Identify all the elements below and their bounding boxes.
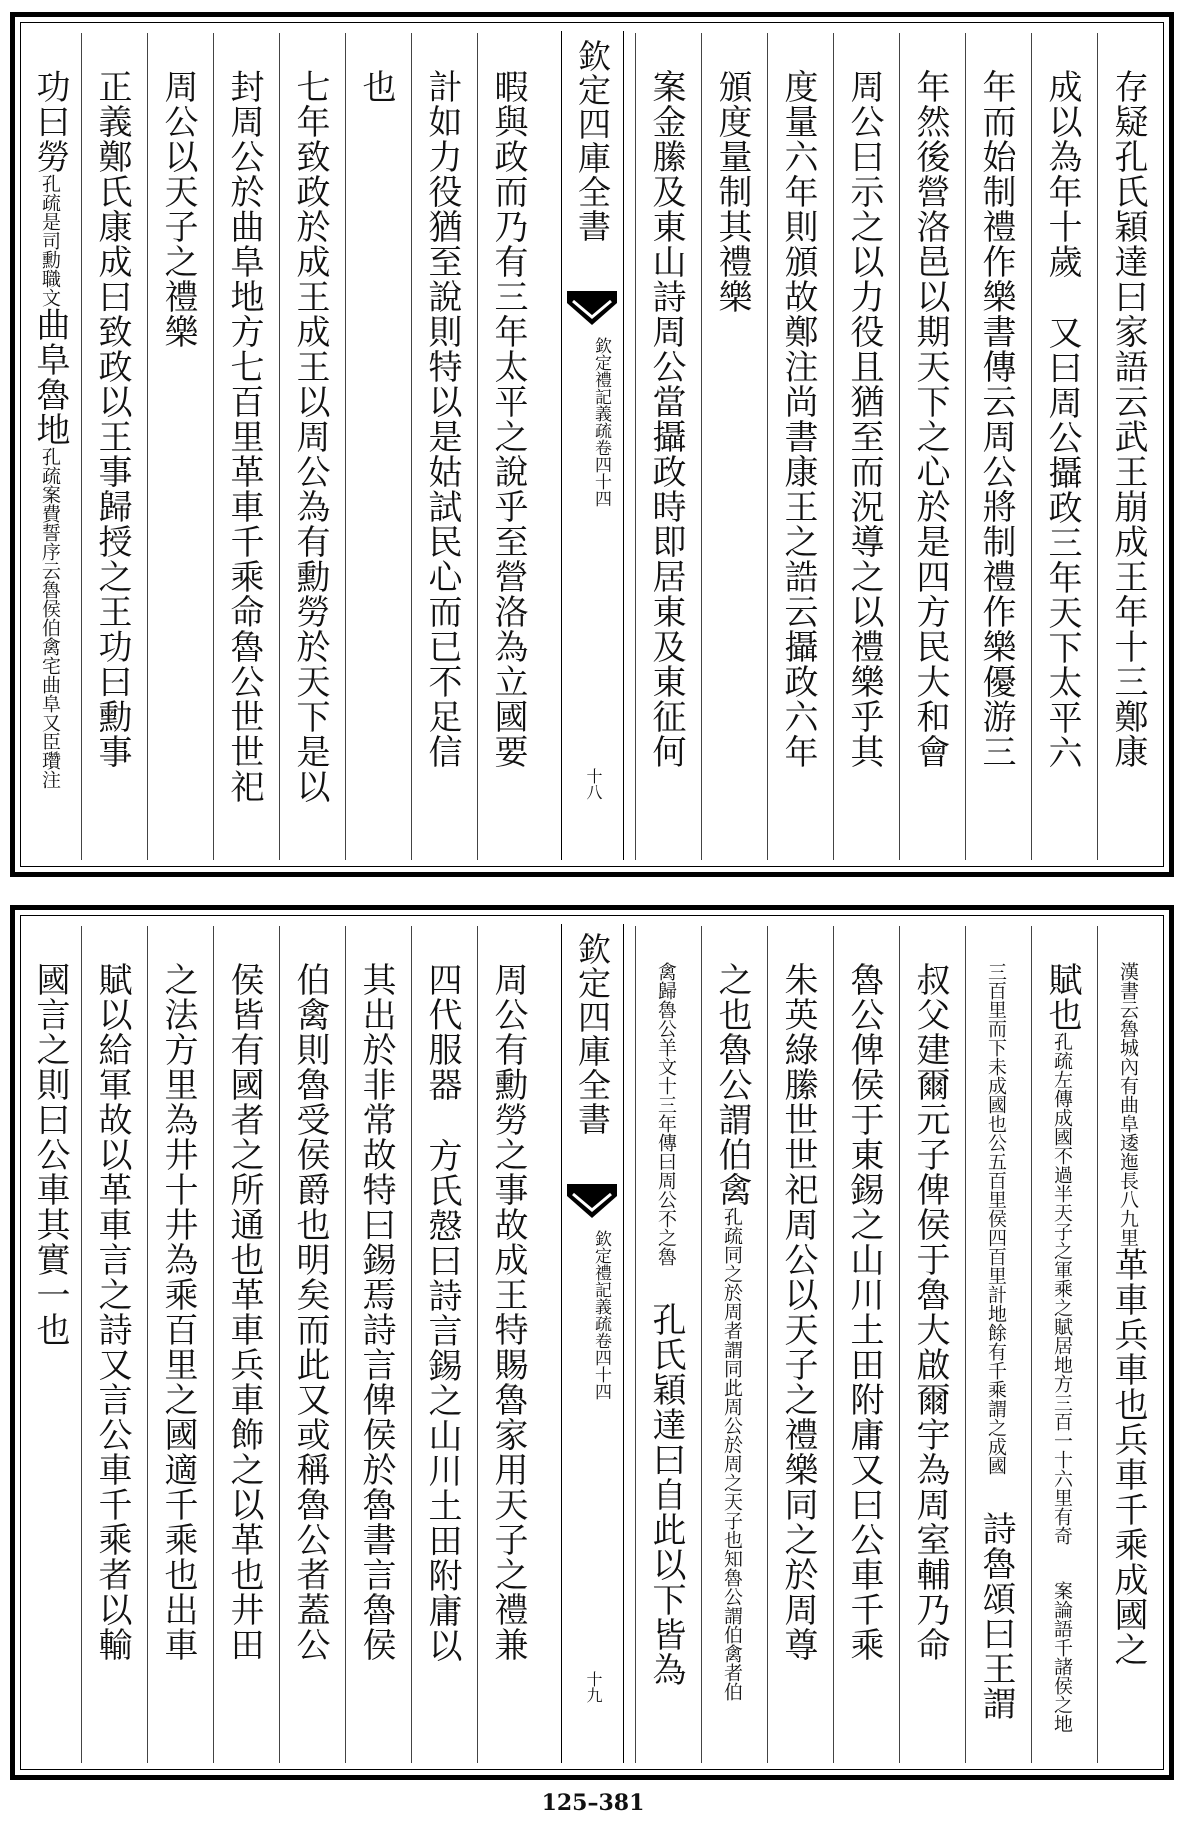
main-text: 伯禽則魯受侯爵也明矣而此又或稱魯公者蓋公 xyxy=(290,962,330,1662)
main-text: 功曰勞 xyxy=(30,69,70,174)
main-text: 暇與政而乃有三年太平之說乎至營洛為立國要 xyxy=(488,69,528,769)
main-text: 計如力役猶至說則特以是姑試民心而已不足信 xyxy=(422,69,462,769)
upper-text-column xyxy=(1103,69,1153,858)
main-text: 賦也 xyxy=(1042,962,1082,1032)
upper-text-column xyxy=(839,69,889,858)
commentary-note: 孔疏同之於周者謂同此周公於周之天子也知魯公謂伯禽者伯 xyxy=(721,1207,743,1701)
lower-text-column xyxy=(153,962,203,1761)
column-rule xyxy=(81,926,82,1763)
main-text: 其出於非常故特曰錫焉詩言俾侯於魯書言魯侯 xyxy=(356,962,396,1662)
upper-text-column xyxy=(1037,69,1087,858)
upper-text-column xyxy=(25,69,75,858)
commentary-note: 孔疏案費誓序云魯侯伯禽宅曲阜又臣瓚注 xyxy=(39,447,61,789)
lower-text-column xyxy=(971,962,1021,1761)
column-rule xyxy=(477,33,478,860)
column-rule xyxy=(965,33,966,860)
column-rule xyxy=(411,33,412,860)
collection-title: 欽定四庫全書 xyxy=(573,932,612,1136)
column-rule xyxy=(833,926,834,1763)
column-rule xyxy=(213,33,214,860)
page-number: 125–381 xyxy=(541,1790,645,1816)
upper-text-column xyxy=(773,69,823,858)
main-text: 賦以給軍故以革車言之詩又言公車千乘者以輸 xyxy=(92,962,132,1662)
lower-center-banner xyxy=(561,924,623,1763)
upper-center-banner xyxy=(561,31,623,860)
commentary-note: 孔疏是司勳職文 xyxy=(39,174,61,307)
main-text: 魯公俾侯于東錫之山川土田附庸又曰公車千乘 xyxy=(844,962,884,1662)
main-text: 成以為年十歲 xyxy=(1042,69,1082,279)
commentary-note: 案論語千諸侯之地 xyxy=(1051,1581,1073,1733)
main-text: 國言之則曰公車其實一也 xyxy=(30,962,70,1347)
lower-text-column xyxy=(417,962,467,1761)
column-rule xyxy=(833,33,834,860)
main-text: 周公曰示之以力役且猶至而況導之以禮樂乎其 xyxy=(844,69,884,769)
fish-tail-mark-icon xyxy=(567,291,617,325)
column-rule xyxy=(279,926,280,1763)
upper-text-column xyxy=(905,69,955,858)
column-rule xyxy=(81,33,82,860)
lower-text-column xyxy=(25,962,75,1761)
book-title-line: 欽定禮記義疏 xyxy=(591,337,611,439)
lower-text-column xyxy=(219,962,269,1761)
lower-text-column xyxy=(1037,962,1087,1761)
main-text: 革車兵車也兵車千乘成國之 xyxy=(1108,1247,1148,1667)
column-rule xyxy=(1097,33,1098,860)
fish-tail-mark-icon xyxy=(567,1184,617,1218)
upper-text-column xyxy=(351,69,401,858)
collection-title: 欽定四庫全書 xyxy=(573,39,612,243)
main-text: 周公有勳勞之事故成王特賜魯家用天子之禮兼 xyxy=(488,962,528,1662)
column-rule xyxy=(213,926,214,1763)
lower-text-column xyxy=(707,962,757,1761)
lower-text-column xyxy=(285,962,335,1761)
lower-text-column xyxy=(87,962,137,1761)
main-text: 存疑孔氏穎達曰家語云武王崩成王年十三鄭康 xyxy=(1108,69,1148,769)
commentary-note: 禽歸魯公羊文十三年傳曰周公不之魯 xyxy=(655,962,677,1266)
main-text: 又曰周公攝政三年天下太平六 xyxy=(1042,315,1082,770)
main-text: 封周公於曲阜地方七百里革車千乘命魯公世世祀 xyxy=(224,69,264,804)
column-rule xyxy=(279,33,280,860)
main-text: 年而始制禮作樂書傳云周公將制禮作樂優游三 xyxy=(976,69,1016,769)
commentary-note: 漢書云魯城內有曲阜逶迤長八九里 xyxy=(1117,962,1139,1247)
column-rule xyxy=(635,926,636,1763)
folio-number: 十八 xyxy=(584,768,603,800)
main-text: 七年致政於成王成王以周公為有勳勞於天下是以 xyxy=(290,69,330,804)
column-rule xyxy=(899,33,900,860)
lower-page xyxy=(10,905,1174,1780)
book-title-line: 欽定禮記義疏 xyxy=(591,1230,611,1332)
lower-text-column xyxy=(1103,962,1153,1761)
lower-text-column xyxy=(839,962,889,1761)
column-rule xyxy=(767,926,768,1763)
main-text: 之也魯公謂伯禽 xyxy=(712,962,752,1207)
column-rule xyxy=(1097,926,1098,1763)
book-title xyxy=(575,1230,609,1400)
commentary-note: 三百里而下未成國也公五百里侯四百里計地餘有千乘謂之成國 xyxy=(985,962,1007,1475)
main-text: 度量六年則頒故鄭注尚書康王之誥云攝政六年 xyxy=(778,69,818,769)
column-rule xyxy=(147,33,148,860)
upper-page xyxy=(10,12,1174,877)
upper-text-column xyxy=(285,69,335,858)
commentary-note: 孔疏左傳成國不過半天子之軍乘之賦居地方三百一十六里有奇 xyxy=(1051,1032,1073,1545)
main-text: 詩魯頌曰王謂 xyxy=(976,1511,1016,1721)
column-rule xyxy=(701,33,702,860)
main-text: 之法方里為井十井為乘百里之國適千乘也出車 xyxy=(158,962,198,1662)
column-rule xyxy=(1031,33,1032,860)
column-rule xyxy=(899,926,900,1763)
column-rule xyxy=(147,926,148,1763)
lower-text-column xyxy=(773,962,823,1761)
main-text: 孔氏穎達曰自此以下皆為 xyxy=(646,1302,686,1687)
column-rule xyxy=(965,926,966,1763)
column-rule xyxy=(635,33,636,860)
lower-text-column xyxy=(351,962,401,1761)
main-text: 周公以天子之禮樂 xyxy=(158,69,198,349)
book-title xyxy=(575,337,609,507)
main-text: 叔父建爾元子俾侯于魯大啟爾宇為周室輔乃命 xyxy=(910,962,950,1662)
main-text: 方氏慤曰詩言錫之山川土田附庸以 xyxy=(422,1138,462,1663)
main-text: 也 xyxy=(356,69,396,104)
upper-text-column xyxy=(219,69,269,858)
main-text: 曲阜魯地 xyxy=(30,307,70,447)
main-text: 侯皆有國者之所通也革車兵車飾之以革也井田 xyxy=(224,962,264,1662)
main-text: 四代服器 xyxy=(422,962,462,1102)
upper-text-column xyxy=(87,69,137,858)
lower-text-column xyxy=(641,962,691,1761)
upper-page-frame xyxy=(20,22,1164,867)
main-text: 朱英綠縢世世祀周公以天子之禮樂同之於周尊 xyxy=(778,962,818,1662)
column-rule xyxy=(411,926,412,1763)
folio-number: 十九 xyxy=(584,1671,603,1703)
upper-text-column xyxy=(417,69,467,858)
upper-text-column xyxy=(971,69,1021,858)
main-text: 正義鄭氏康成曰致政以王事歸授之王功曰勳事 xyxy=(92,69,132,769)
column-rule xyxy=(345,33,346,860)
lower-text-column xyxy=(905,962,955,1761)
column-rule xyxy=(1031,926,1032,1763)
lower-page-frame xyxy=(20,915,1164,1770)
main-text: 案金縢及東山詩周公當攝政時即居東及東征何 xyxy=(646,69,686,769)
column-rule xyxy=(701,926,702,1763)
upper-text-column xyxy=(153,69,203,858)
upper-text-column xyxy=(707,69,757,858)
column-rule xyxy=(767,33,768,860)
upper-text-column xyxy=(641,69,691,858)
book-title-line: 卷四十四 xyxy=(591,439,611,507)
main-text: 頒度量制其禮樂 xyxy=(712,69,752,314)
upper-text-column xyxy=(483,69,533,858)
column-rule xyxy=(477,926,478,1763)
lower-text-column xyxy=(483,962,533,1761)
column-rule xyxy=(345,926,346,1763)
book-title-line: 卷四十四 xyxy=(591,1332,611,1400)
main-text: 年然後營洛邑以期天下之心於是四方民大和會 xyxy=(910,69,950,769)
